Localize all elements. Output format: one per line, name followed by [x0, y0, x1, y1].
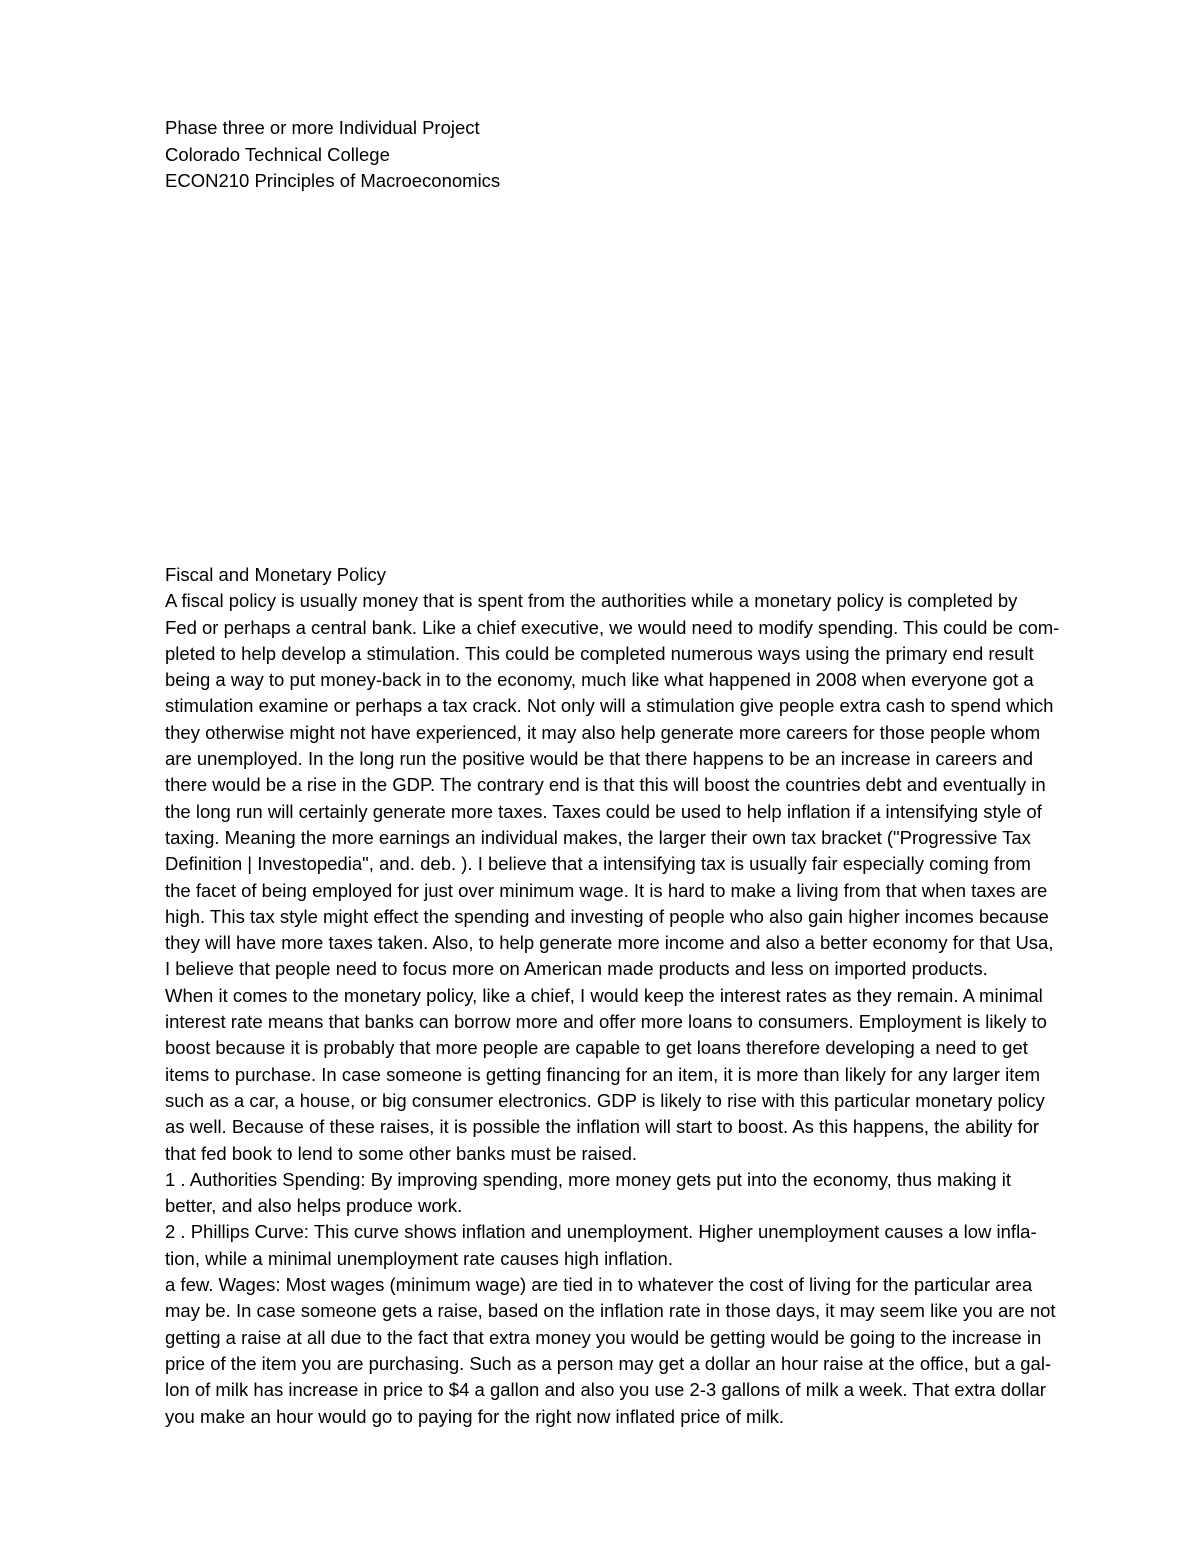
list-item: 2 . Phillips Curve: This curve shows inflation and unemployment. Higher unemployment causes a low infla-: [165, 1221, 1037, 1243]
essay-body: [165, 562, 1125, 1430]
project-title: Phase three or more Individual Project: [165, 117, 480, 138]
text-line: getting a raise at all due to the fact that extra money you would be getting would be going to the increase in: [165, 1326, 1042, 1348]
text-line: stimulation examine or perhaps a tax crack. Not only will a stimulation give people extra cash to spend which: [165, 695, 1054, 717]
text-line: you make an hour would go to paying for the right now inflated price of milk.: [165, 1405, 785, 1427]
text-line: taxing. Meaning the more earnings an individual makes, the larger their own tax bracket ("Progressive Tax: [165, 826, 1031, 848]
text-line: may be. In case someone gets a raise, based on the inflation rate in those days, it may seem like you are not: [165, 1300, 1056, 1322]
text-line: Definition | Investopedia", and. deb. ). I believe that a intensifying tax is usually fair especially coming from: [165, 853, 1031, 875]
section-heading: Fiscal and Monetary Policy: [165, 564, 387, 585]
text-line: the long run will certainly generate more taxes. Taxes could be used to help inflation if a intensifying style of: [165, 800, 1042, 822]
text-line: high. This tax style might effect the spending and investing of people who also gain higher incomes because: [165, 905, 1049, 927]
text-line: boost because it is probably that more people are capable to get loans therefore developing a need to get: [165, 1037, 1028, 1059]
text-line: such as a car, a house, or big consumer electronics. GDP is likely to rise with this particular monetary policy: [165, 1089, 1045, 1111]
text-line: interest rate means that banks can borrow more and offer more loans to consumers. Employment is likely to: [165, 1011, 1047, 1033]
text-line: lon of milk has increase in price to $4 a gallon and also you use 2-3 gallons of milk a week. That extra dollar: [165, 1379, 1046, 1401]
list-item: 1 . Authorities Spending: By improving spending, more money gets put into the economy, thus making it: [165, 1168, 1011, 1190]
text-line: price of the item you are purchasing. Such as a person may get a dollar an hour raise at the office, but a gal-: [165, 1352, 1052, 1374]
text-line: When it comes to the monetary policy, like a chief, I would keep the interest rates as they remain. A minimal: [165, 984, 1043, 1006]
course-name: ECON210 Principles of Macroeconomics: [165, 170, 501, 191]
text-line: are unemployed. In the long run the positive would be that there happens to be an increase in careers and: [165, 748, 1034, 770]
text-line: that fed book to lend to some other banks must be raised.: [165, 1142, 638, 1164]
text-line: items to purchase. In case someone is getting financing for an item, it is more than likely for any larger item: [165, 1063, 1041, 1085]
text-line: I believe that people need to focus more on American made products and less on imported products.: [165, 958, 988, 980]
text-line: as well. Because of these raises, it is possible the inflation will start to boost. As this happens, the ability for: [165, 1116, 1040, 1138]
text-line: being a way to put money-back in to the economy, much like what happened in 2008 when everyone got a: [165, 669, 1034, 691]
institution-name: Colorado Technical College: [165, 143, 390, 165]
text-line: A fiscal policy is usually money that is spent from the authorities while a monetary policy is completed by: [165, 590, 1018, 612]
text-line: better, and also helps produce work.: [165, 1195, 463, 1217]
text-line: there would be a rise in the GDP. The contrary end is that this will boost the countries debt and eventually in: [165, 774, 1046, 796]
text-line: they otherwise might not have experienced, it may also help generate more careers for those people whom: [165, 721, 1041, 743]
text-line: pleted to help develop a stimulation. This could be completed numerous ways using the primary end result: [165, 642, 1034, 664]
text-line: Fed or perhaps a central bank. Like a chief executive, we would need to modify spending. This could be com-: [165, 616, 1060, 638]
text-line: tion, while a minimal unemployment rate causes high inflation.: [165, 1247, 673, 1269]
title-block: [165, 115, 1065, 195]
text-line: they will have more taxes taken. Also, to help generate more income and also a better economy for that Usa,: [165, 932, 1054, 954]
list-item: a few. Wages: Most wages (minimum wage) are tied in to whatever the cost of living for the particular area: [165, 1274, 1033, 1296]
text-line: the facet of being employed for just over minimum wage. It is hard to make a living from that when taxes are: [165, 879, 1048, 901]
